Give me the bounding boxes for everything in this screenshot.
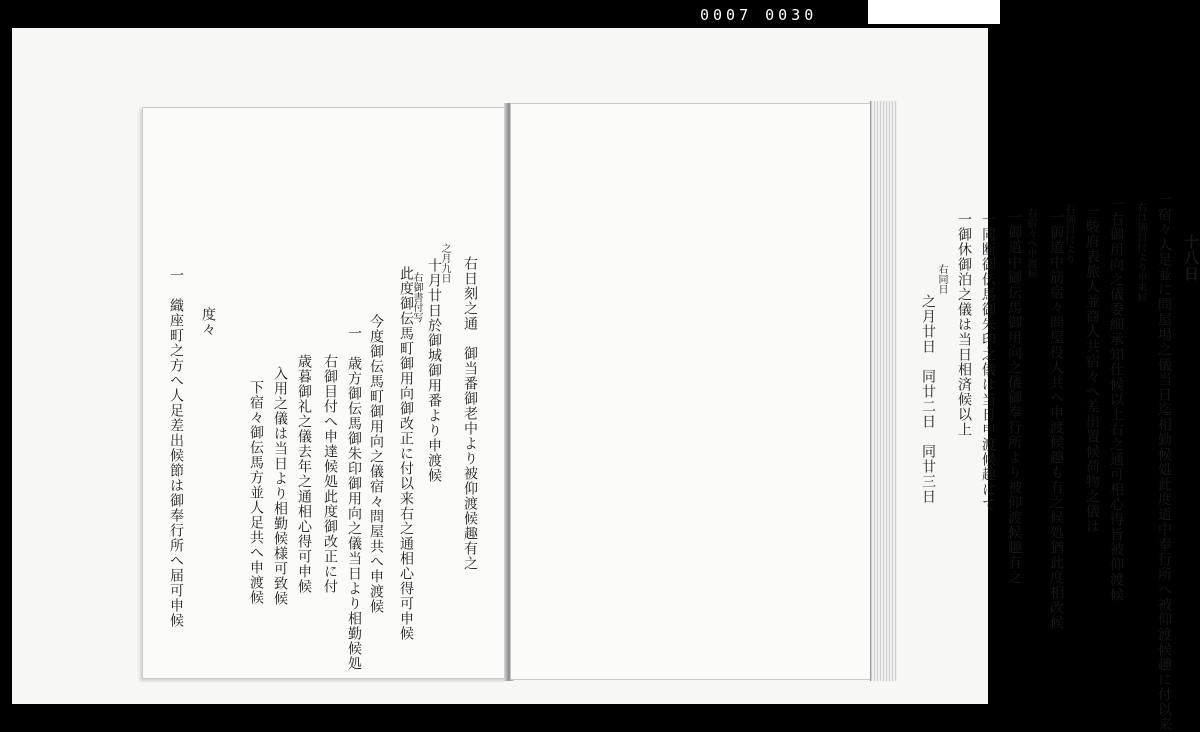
open-book (142, 103, 1200, 732)
scan-sheet (12, 28, 1200, 732)
right-page-line: 一同断御伝馬御朱印之儀は当日申渡候趣にて (980, 212, 996, 512)
left-page-line: 一 歳方御伝馬御朱印御用向之儀当日より相勤候処 (346, 326, 362, 671)
left-page-line: 此度御伝馬町御用向御改正に付以来右之通相心得可申候 (398, 266, 414, 641)
right-page-line: 右は御目付より申来候 (1135, 202, 1146, 302)
left-page-line: 右日刻之通 御当番御老中より被仰渡候趣有之 (462, 256, 478, 571)
right-page-line: 一御道中御伝馬御用向之儀御奉行所より被仰渡候趣有之 (1006, 210, 1022, 585)
left-page-line: 十月廿日於御城御用番より申渡候 (426, 258, 442, 483)
right-page-line: 一駿府表旅人並商人共宿々へ差出置候荷物之儀は (1084, 204, 1100, 534)
left-page-line: 之月九日 (439, 243, 450, 283)
left-page-line: 歳暮御礼之儀去年之通相心得可申候 (296, 354, 312, 594)
right-page-line: 一御休御泊之儀は当日相済候以上 (956, 212, 972, 437)
right-page-line: 一御道中筋宿々問屋役人共へ申渡候趣も有之候処猶此度相改候 (1048, 210, 1064, 630)
left-page-line: 右御目付へ申達候処此度御改正に付 (322, 354, 338, 594)
right-page-line: 一宿々人足並に問屋場之儀当日迄相勤候処此度道中奉行所へ被仰渡候趣に付以来 (1156, 192, 1172, 732)
page-edges (870, 101, 897, 681)
right-page-line: 右宿々へ申渡候 (1025, 208, 1036, 278)
right-page-line: 右同日 (936, 264, 947, 294)
left-page-line: 一 織座町之方へ人足差出候節は御奉行所へ届可申候 (168, 268, 184, 628)
left-page (142, 107, 509, 679)
frame-counter: 0007 0030 (700, 6, 818, 24)
right-page-line: 右御目付より (1063, 204, 1074, 264)
right-page-line: 之月廿日 同廿二日 同廿三日 (920, 294, 936, 504)
left-page-line: 入用之儀は当日より相勤候様可致候 (272, 366, 288, 606)
right-page-line: 一右御用向之儀委細承知仕候以上右之通可相心得旨被仰渡候 (1108, 197, 1124, 602)
left-page-line: 度々 (200, 307, 216, 337)
film-corner-mark (868, 0, 1000, 24)
right-page-line: 十八日 (1182, 234, 1200, 282)
left-page-line: 右御書付写 (411, 272, 422, 322)
left-page-line: 下宿々御伝馬方並人足共へ申渡候 (248, 380, 264, 605)
left-page-line: 今度御伝馬町御用向之儀宿々問屋共へ申渡候 (368, 314, 384, 614)
right-page (510, 103, 1200, 732)
